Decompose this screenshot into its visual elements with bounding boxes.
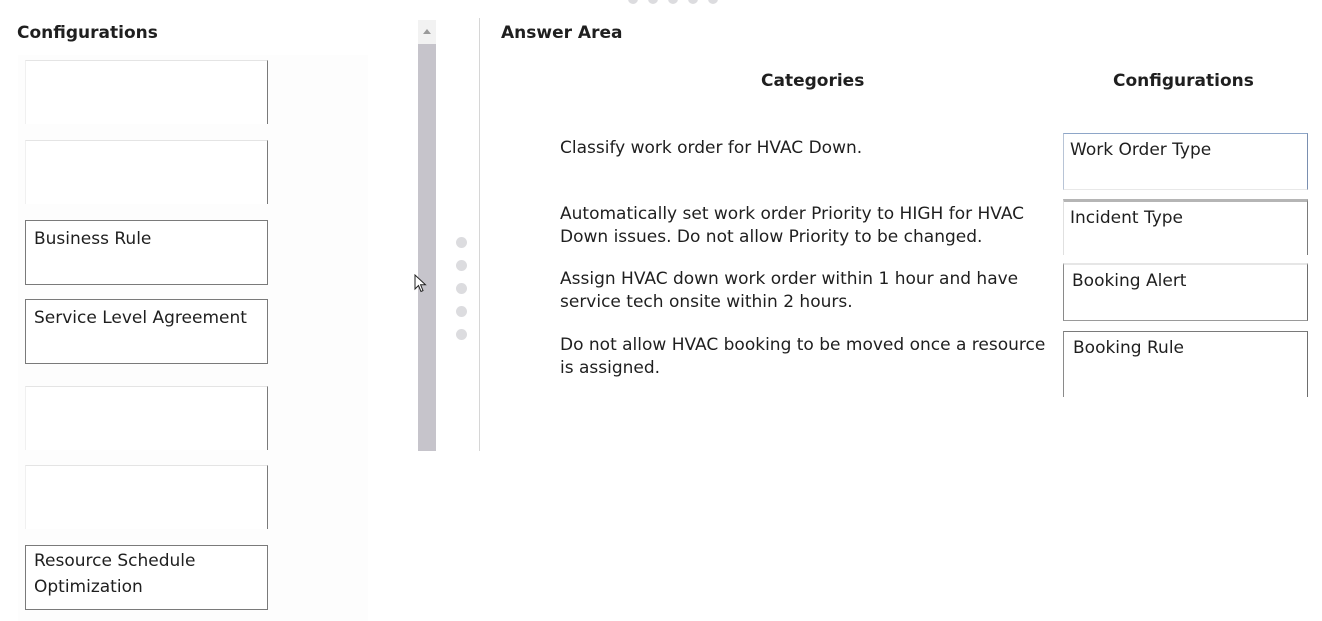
category-text: Automatically set work order Priority to HIGH for HVAC Down issues. Do not allow Priority to be changed.	[560, 204, 1025, 247]
scroll-up-button[interactable]	[418, 20, 436, 44]
source-item-empty[interactable]	[25, 465, 268, 529]
answer-slot-booking-alert[interactable]: Booking Alert	[1063, 263, 1308, 321]
panel-splitter[interactable]	[479, 18, 480, 451]
source-item-empty[interactable]	[25, 140, 268, 204]
source-item-empty[interactable]	[25, 60, 268, 124]
category-text: Assign HVAC down work order within 1 hour and have service tech onsite within 2 hours.	[560, 269, 1019, 312]
answer-slot-incident-type[interactable]: Incident Type	[1063, 199, 1308, 255]
top-drag-handle[interactable]	[628, 0, 718, 8]
answer-slot-work-order-type[interactable]: Work Order Type	[1063, 133, 1308, 190]
configurations-header: Configurations	[1113, 71, 1254, 91]
mouse-pointer-icon	[414, 274, 428, 294]
drag-dot-icon	[456, 260, 467, 271]
drag-dot-icon	[688, 0, 698, 4]
categories-header: Categories	[761, 71, 865, 91]
category-text: Do not allow HVAC booking to be moved once a resource is assigned.	[560, 335, 1046, 378]
source-item-service-level-agreement[interactable]: Service Level Agreement	[25, 299, 268, 364]
category-text: Classify work order for HVAC Down.	[560, 138, 863, 158]
scrollbar-track[interactable]	[418, 20, 436, 451]
source-item-business-rule[interactable]: Business Rule	[25, 220, 268, 285]
drag-dot-icon	[456, 283, 467, 294]
drag-dot-icon	[708, 0, 718, 4]
source-item-empty[interactable]	[25, 386, 268, 450]
drag-dot-icon	[668, 0, 678, 4]
configurations-title: Configurations	[17, 23, 158, 43]
drag-dot-icon	[456, 329, 467, 340]
chevron-up-icon	[423, 29, 431, 34]
drag-dot-icon	[456, 306, 467, 317]
drag-dot-icon	[456, 237, 467, 248]
source-item-resource-schedule-optimization[interactable]: Resource Schedule Optimization	[25, 545, 268, 610]
drag-dot-icon	[648, 0, 658, 4]
drag-dot-icon	[628, 0, 638, 4]
answer-area-title: Answer Area	[501, 23, 623, 43]
answer-slot-booking-rule[interactable]: Booking Rule	[1063, 331, 1308, 397]
side-drag-handle[interactable]	[456, 237, 467, 340]
